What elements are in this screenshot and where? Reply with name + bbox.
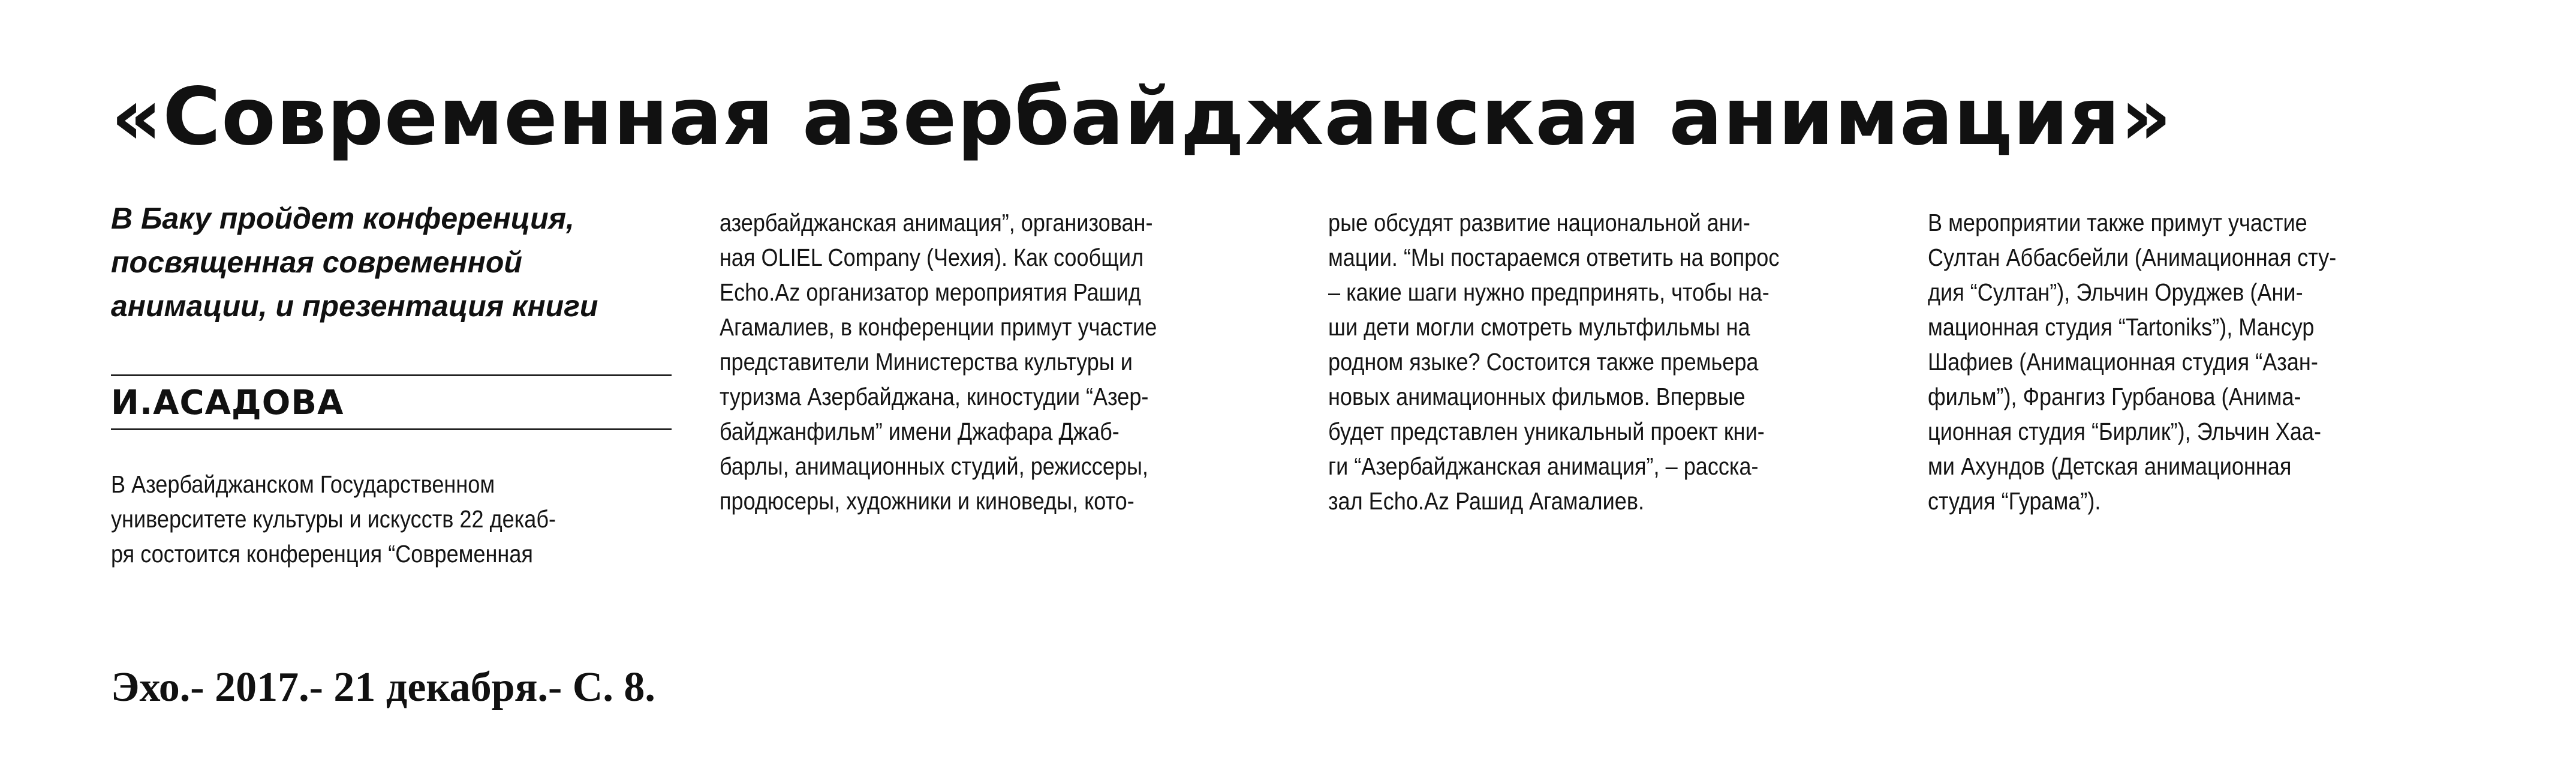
article-line: мации. “Мы постараемся ответить на вопрос (1328, 244, 1780, 271)
article-line: ная OLIEL Company (Чехия). Как сообщил (720, 244, 1144, 271)
article-line: родном языке? Состоится также премьера (1328, 348, 1759, 376)
article-column-1 (111, 467, 618, 571)
article-line: новых анимационных фильмов. Впервые (1328, 383, 1746, 410)
article-line: ря состоится конференция “Современная (111, 540, 533, 568)
article-column-3 (1328, 205, 1835, 518)
article-line: – какие шаги нужно предпринять, чтобы на- (1328, 278, 1770, 306)
article-column-2 (720, 205, 1226, 518)
article-line: ми Ахундов (Детская анимационная (1928, 452, 2292, 480)
byline-bottom-rule (111, 428, 672, 430)
article-line: продюсеры, художники и киноведы, кото- (720, 487, 1134, 515)
article-line: представители Министерства культуры и (720, 348, 1133, 376)
article-line: фильм”), Франгиз Гурбанова (Анима- (1928, 383, 2301, 410)
article-line: университете культуры и искусств 22 декаб- (111, 505, 556, 533)
article-lead: В Баку пройдет конференция, посвященная современной анимации, и презентация книги (111, 202, 598, 323)
article-author: И.АСАДОВА (111, 383, 344, 422)
article-line: рые обсудят развитие национальной ани- (1328, 209, 1750, 236)
byline-top-rule (111, 374, 672, 376)
article-line: Султан Аббасбейли (Анимационная сту- (1928, 244, 2337, 271)
article-line: студия “Гурама”). (1928, 487, 2101, 515)
article-line: барлы, анимационных студий, режиссеры, (720, 452, 1148, 480)
article-line: туризма Азербайджана, киностудии “Азер- (720, 383, 1149, 410)
article-line: Echo.Az организатор мероприятия Рашид (720, 278, 1141, 306)
article-line: ги “Азербайджанская анимация”, – расска- (1328, 452, 1759, 480)
article-line: ционная студия “Бирлик”), Эльчин Хаа- (1928, 418, 2321, 445)
article-line: дия “Султан”), Эльчин Оруджев (Ани- (1928, 278, 2303, 306)
article-line: Агамалиев, в конференции примут участие (720, 313, 1157, 341)
article-line: азербайджанская анимация”, организован- (720, 209, 1153, 236)
article-line: ши дети могли смотреть мультфильмы на (1328, 313, 1750, 341)
source-citation: Эхо.- 2017.- 21 декабря.- С. 8. (111, 664, 655, 710)
article-line: мационная студия “Tartoniks”), Мансур (1928, 313, 2315, 341)
article-line: В Азербайджанском Государственном (111, 470, 495, 498)
article-line: байджанфильм” имени Джафара Джаб- (720, 418, 1120, 445)
article-headline: «Современная азербайджанская анимация» (111, 71, 2172, 163)
article-line: будет представлен уникальный проект кни- (1328, 418, 1765, 445)
article-column-4 (1928, 205, 2434, 518)
article-line: Шафиев (Анимационная студия “Азан- (1928, 348, 2318, 376)
article-line: В мероприятии также примут участие (1928, 209, 2307, 236)
article-line: зал Echo.Az Рашид Агамалиев. (1328, 487, 1645, 515)
